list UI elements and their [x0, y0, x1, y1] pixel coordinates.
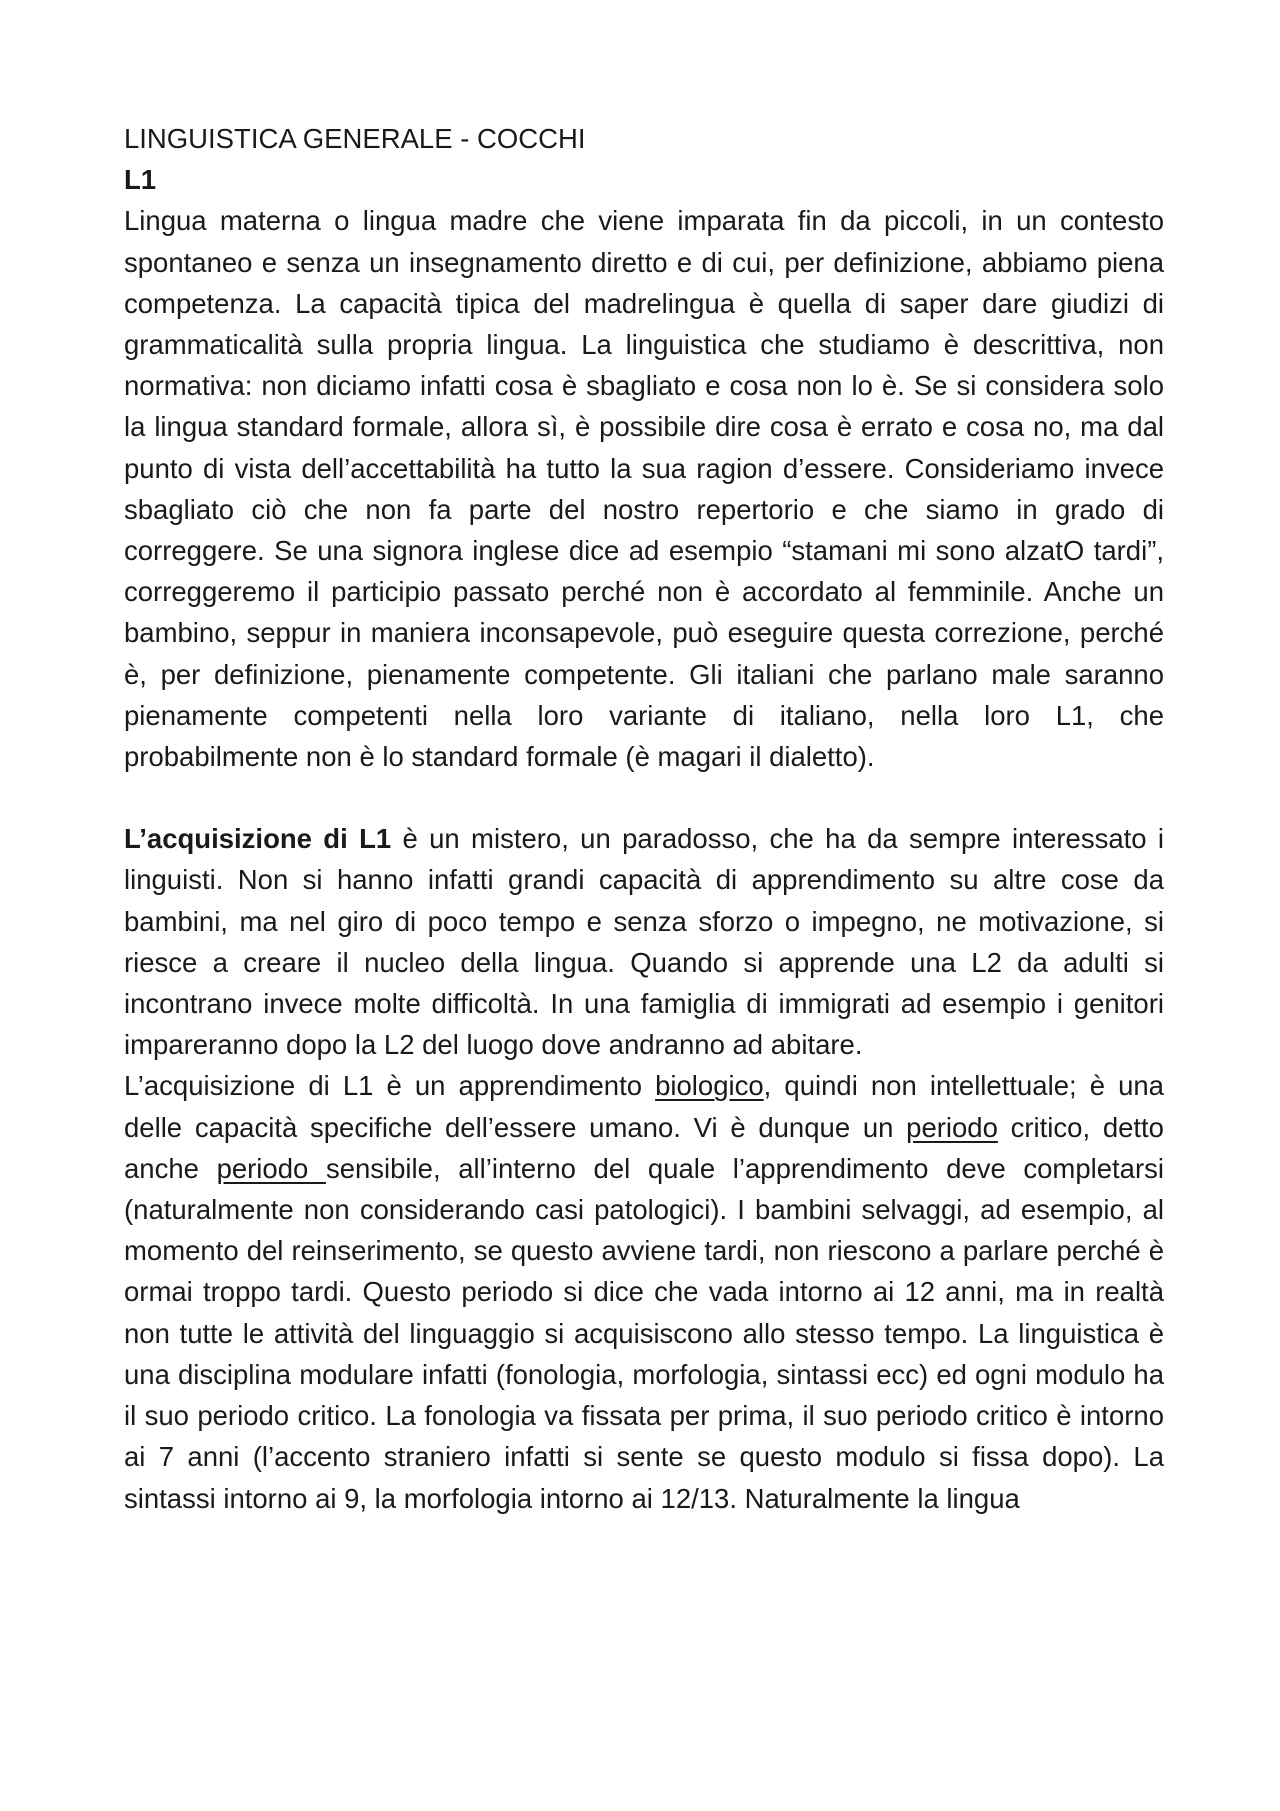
critical-text-2: , quindi non intellettuale; è una delle capacità specifiche dell’essere umano. Vi è dunque un: [124, 1070, 1164, 1143]
acquisition-text: è un mistero, un paradosso, che ha da sempre interessato i linguisti. Non si hanno infatti grandi capacità di apprendimento su altre cose da bambini, ma nel giro di poco tempo e senza sforzo o impegno, ne motivazione, si riesce a creare il nucleo della lingua. Quando si apprende una L2 da adulti si incontrano invece molte difficoltà. In una famiglia di immigrati ad esempio i genitori impareranno dopo la L2 del luogo dove andranno ad abitare.: [124, 823, 1165, 1061]
document-title: LINGUISTICA GENERALE - COCCHI: [124, 123, 586, 154]
paragraph-acquisition-mystery: [124, 818, 1164, 1065]
section-heading: L1: [124, 164, 157, 196]
critical-text-3: critico, detto anche: [124, 1111, 1164, 1184]
paragraph-l1-definition: Lingua materna o lingua madre che viene imparata fin da piccoli, in un contesto spontaneo e senza un insegnamento diretto e di cui, per definizione, abbiamo piena competenza. La capacità tipica del madrelingua è quella di saper dare giudizi di grammaticalità sulla propria lingua. La linguistica che studiamo è descrittiva, non normativa: non diciamo infatti cosa è sbagliato e cosa non lo è. Se si considera solo la lingua standard formale, allora sì, è possibile dire cosa è errato e cosa no, ma dal punto di vista dell’accettabilità ha tutto la sua ragion d’essere. Consideriamo invece sbagliato ciò che non fa parte del nostro repertorio e che siamo in grado di correggere. Se una signora inglese dice ad esempio “stamani mi sono alzatO tardi”, correggeremo il participio passato perché non è accordato al femminile. Anche un bambino, seppur in maniera inconsapevole, può eseguire questa correzione, perché è, per definizione, pienamente competente. Gli italiani che parlano male saranno pienamente competenti nella loro variante di italiano, nella loro L1, che probabilmente non è lo standard formale (è magari il dialetto).: [124, 205, 1164, 773]
underlined-periodo-2: periodo: [216, 1152, 326, 1184]
acquisition-lead-bold: L’acquisizione di L1: [124, 823, 392, 855]
underlined-biologico: biologico: [655, 1070, 764, 1102]
critical-text-4: sensibile, all’interno del quale l’apprendimento deve completarsi (naturalmente non considerando casi patologici). I bambini selvaggi, ad esempio, al momento del reinserimento, se questo avviene tardi, non riescono a parlare perché è ormai troppo tardi. Questo periodo si dice che vada intorno ai 12 anni, ma in realtà non tutte le attività del linguaggio si acquisiscono allo stesso tempo. La linguistica è una disciplina modulare infatti (fonologia, morfologia, sintassi ecc) ed ogni modulo ha il suo periodo critico. La fonologia va fissata per prima, il suo periodo critico è intorno ai 7 anni (l’accento straniero infatti si sente se questo modulo si fissa dopo). La sintassi intorno ai 9, la morfologia intorno ai 12/13. Naturalmente la lingua: [124, 1152, 1164, 1514]
critical-text-1: L’acquisizione di L1 è un apprendimento: [124, 1070, 656, 1102]
underlined-periodo-1: periodo: [906, 1111, 998, 1143]
document-page: [124, 118, 1164, 1519]
paragraph-critical-period: [124, 1065, 1164, 1518]
